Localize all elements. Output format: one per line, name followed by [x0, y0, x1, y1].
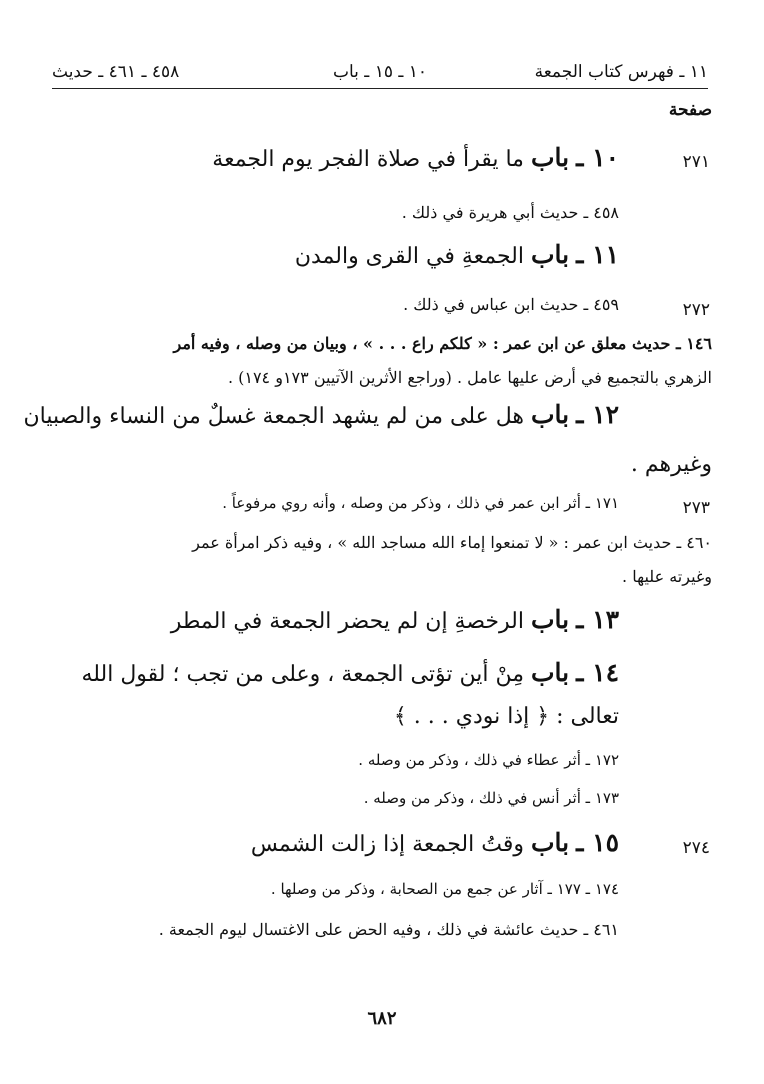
- entry-hadith-460-line-2: وغيرته عليها .: [622, 567, 712, 586]
- entry-hadith-146-line-2: الزهري بالتجميع في أرض عليها عامل . (وراجع الأثرين الآتيين ١٧٣و ١٧٤) .: [227, 368, 712, 387]
- chapter-14-heading-line-2: تعالى : ﴿ إذا نودي . . . ﴾: [393, 704, 619, 729]
- chapter-10-heading: [212, 143, 619, 172]
- page-number: ٦٨٢: [367, 1008, 397, 1029]
- bab-word: باب: [530, 605, 570, 634]
- chapter-12-heading-line-2: وغيرهم .: [630, 452, 712, 477]
- chapter-title: الجمعةِ في القرى والمدن: [294, 244, 524, 269]
- chapter-title: الرخصةِ إن لم يحضر الجمعة في المطر: [170, 609, 524, 634]
- page-ref-272: ٢٧٢: [682, 300, 710, 320]
- chapter-title: مِنْ أين تؤتى الجمعة ، وعلى من تجب ؛ لقول الله: [81, 662, 524, 687]
- header-hadith-range: ٤٥٨ ـ ٤٦١ ـ حديث: [52, 62, 180, 82]
- chapter-title: هل على من لم يشهد الجمعة غسلٌ من النساء والصبيان: [23, 404, 524, 429]
- chapter-number: ١١ ـ: [576, 240, 619, 269]
- chapter-number: ١٣ ـ: [576, 605, 619, 634]
- header-chapter-range: ١٠ ـ ١٥ ـ باب: [332, 62, 428, 82]
- entry-athar-171: ١٧١ ـ أثر ابن عمر في ذلك ، وذكر من وصله ، وأنه روي مرفوعاً .: [222, 494, 619, 512]
- page-ref-273: ٢٧٣: [682, 498, 710, 518]
- header-book-title: ١١ ـ فهرس كتاب الجمعة: [534, 62, 708, 82]
- entry-hadith-459: ٤٥٩ ـ حديث ابن عباس في ذلك .: [403, 295, 619, 314]
- bab-word: باب: [530, 400, 570, 429]
- page-column-label: صفحة: [668, 100, 712, 120]
- chapter-number: ١٤ ـ: [576, 658, 619, 687]
- chapter-13-heading: [171, 605, 619, 634]
- entry-hadith-146-line-1: ١٤٦ ـ حديث معلق عن ابن عمر : « كلكم راع . . . » ، وبيان من وصله ، وفيه أمر: [173, 334, 712, 353]
- bab-word: باب: [530, 658, 570, 687]
- page-ref-274: ٢٧٤: [682, 838, 710, 858]
- bab-word: باب: [530, 240, 570, 269]
- chapter-title: وقتُ الجمعة إذا زالت الشمس: [250, 832, 524, 857]
- entry-hadith-461: ٤٦١ ـ حديث عائشة في ذلك ، وفيه الحض على الاغتسال ليوم الجمعة .: [158, 920, 619, 939]
- chapter-12-heading-line-1: [23, 400, 619, 429]
- entry-athar-174-177: ١٧٤ ـ ١٧٧ ـ آثار عن جمع من الصحابة ، وذكر من وصلها .: [270, 880, 619, 898]
- entry-hadith-460-line-1: ٤٦٠ ـ حديث ابن عمر : « لا تمنعوا إماء الله مساجد الله » ، وفيه ذكر امرأة عمر: [192, 533, 712, 552]
- entry-athar-173: ١٧٣ ـ أثر أنس في ذلك ، وذكر من وصله .: [363, 789, 619, 807]
- chapter-15-heading: [251, 828, 619, 857]
- entry-hadith-458: ٤٥٨ ـ حديث أبي هريرة في ذلك .: [401, 203, 619, 222]
- chapter-number: ١٢ ـ: [576, 400, 619, 429]
- entry-athar-172: ١٧٢ ـ أثر عطاء في ذلك ، وذكر من وصله .: [358, 751, 619, 769]
- chapter-14-heading-line-1: [81, 658, 619, 687]
- bab-word: باب: [530, 828, 570, 857]
- chapter-11-heading: [295, 240, 619, 269]
- chapter-title: ما يقرأ في صلاة الفجر يوم الجمعة: [212, 147, 524, 172]
- chapter-number: ١٥ ـ: [576, 828, 619, 857]
- chapter-number: ١٠ ـ: [576, 143, 619, 172]
- page-ref-271: ٢٧١: [682, 152, 710, 172]
- running-header: [52, 56, 708, 89]
- bab-word: باب: [530, 143, 570, 172]
